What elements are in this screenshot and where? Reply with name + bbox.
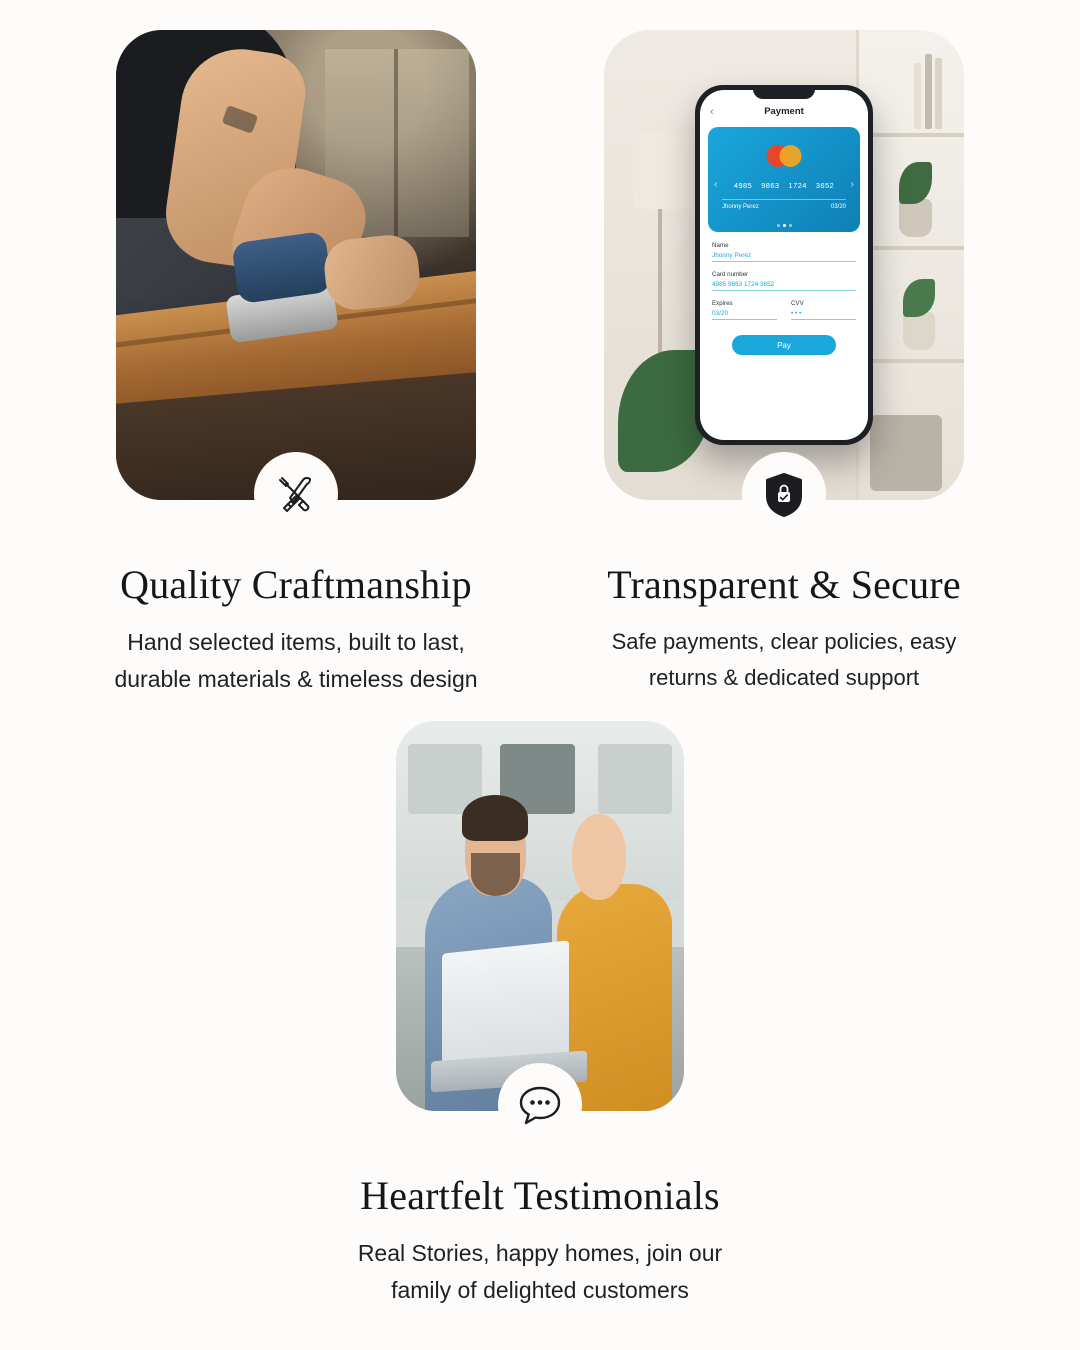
carousel-dots [708,224,860,227]
plant-pot [899,199,931,237]
feature-card-quality-craftmanship [86,30,506,699]
book [935,58,942,129]
name-field[interactable] [712,242,856,262]
card-number-value: 4985 9863 1724 3652 [712,281,775,288]
feature-description: Hand selected items, built to last, durable materials & timeless design [114,629,478,693]
shield-lock-icon [742,452,826,536]
card-number-group: 1724 [788,181,807,190]
expiry-cvv-row [712,300,856,329]
phone-notch [753,85,815,99]
pay-button[interactable]: Pay [732,335,836,355]
expires-label: Expires [712,300,733,307]
feature-description: Real Stories, happy homes, join our family of delighted customers [357,1239,723,1303]
card-expiry: 03/20 [830,204,846,210]
worker-hand [321,232,421,312]
name-label: Name [712,242,729,249]
couple-illustration [396,721,684,1111]
name-value: Jhonny Perez [712,252,752,259]
cabinet [598,744,673,814]
field-underline [791,319,856,320]
card-prev-arrow[interactable]: ‹ [714,179,718,190]
cvv-value: • • • [791,310,802,317]
feature-title: Quality Craftmanship [120,562,472,607]
laptop-screen [442,940,569,1070]
card-next-arrow[interactable]: › [850,179,854,190]
payment-screen-title: Payment [764,106,804,117]
mastercard-icon [767,145,802,167]
credit-card [708,127,860,232]
field-underline [712,261,856,262]
feature-media-wrap [360,721,720,1111]
carousel-dot[interactable] [777,224,780,227]
payment-image [604,30,964,500]
feature-card-transparent-secure [574,30,994,695]
carousel-dot-active[interactable] [783,224,786,227]
card-number-field[interactable] [712,271,856,291]
craftsmanship-image [116,30,476,500]
storage-basket [870,415,942,490]
field-underline [712,319,777,320]
phone-screen [700,90,868,440]
back-icon[interactable]: ‹ [710,105,714,118]
feature-title: Heartfelt Testimonials [360,1172,720,1218]
feature-card-heartfelt-testimonials [330,721,750,1310]
woman-head [572,814,627,900]
floor-lamp-shade [633,133,694,208]
card-holder-row [722,199,846,210]
card-number-group: 3652 [815,181,835,190]
floor-lamp-stand [658,209,662,369]
card-number-display [708,181,860,190]
orbital-sander [231,231,332,305]
carousel-dot[interactable] [789,224,792,227]
book [914,63,921,129]
card-number-group: 4985 [733,181,753,190]
card-number-label: Card number [712,271,749,278]
man-beard [471,853,520,896]
cvv-label: CVV [791,300,804,307]
chat-bubble-icon [498,1063,582,1147]
man-hair [462,795,528,842]
phone-mockup [695,85,873,445]
payment-form [700,232,868,355]
testimonials-image [396,721,684,1111]
feature-description: Safe payments, clear policies, easy returns & dedicated support [611,629,957,690]
tools-icon [254,452,338,536]
feature-media-wrap [604,30,964,500]
book [925,54,932,129]
card-holder-name: Jhonny Perez [722,204,759,210]
feature-title: Transparent & Secure [607,562,961,607]
card-number-group: 9863 [761,181,780,190]
cvv-field[interactable] [791,300,856,320]
feature-row-bottom [0,699,1080,1310]
feature-media-wrap [116,30,476,500]
expires-field[interactable] [712,300,777,320]
plant-pot [903,312,935,350]
expires-value: 03/20 [712,310,728,317]
field-underline [712,290,856,291]
woodworking-illustration [116,30,476,500]
